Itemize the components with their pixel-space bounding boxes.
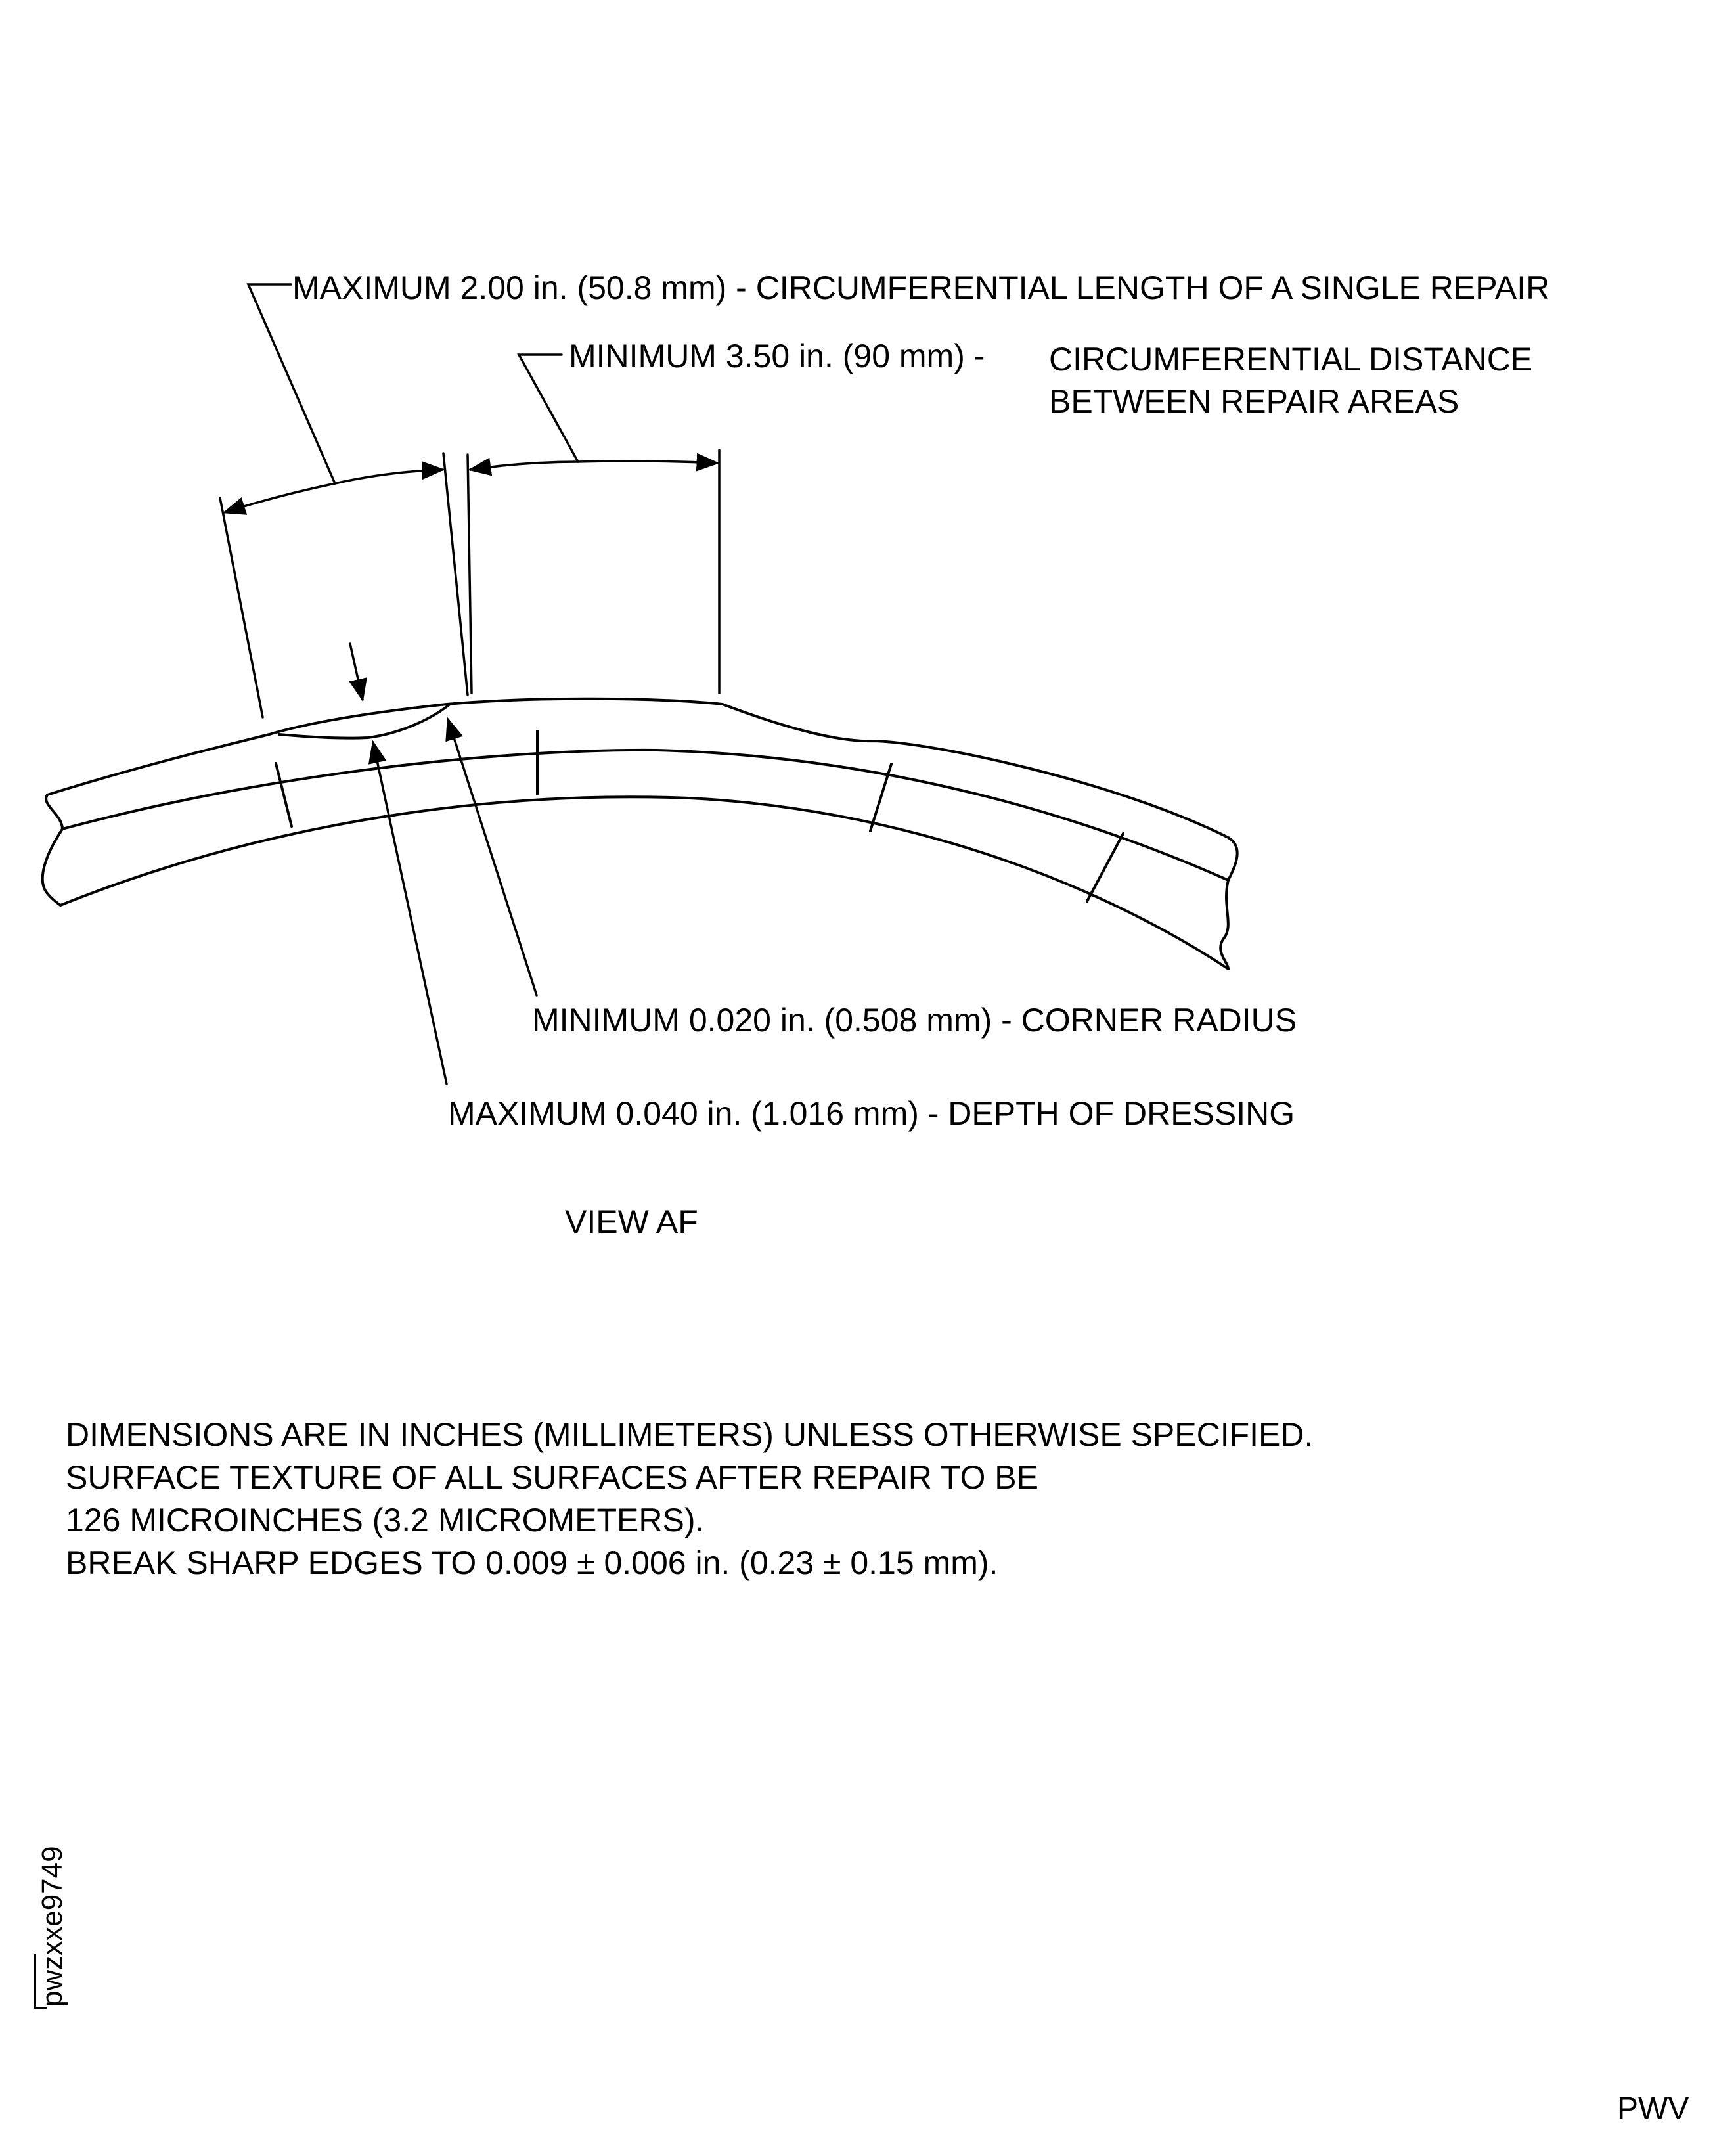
ring-outer-edge-left <box>47 734 269 795</box>
repair-contour <box>269 699 1228 838</box>
view-label: VIEW AF <box>565 1203 698 1240</box>
figure-id: pwzxxe9749 <box>36 1846 68 2007</box>
note-line: BREAK SHARP EDGES TO 0.009 ± 0.006 in. (0.23 ± 0.15 mm). <box>66 1544 998 1581</box>
dimension-arc-min-distance <box>470 462 578 470</box>
extension-line <box>443 453 468 695</box>
note-line: DIMENSIONS ARE IN INCHES (MILLIMETERS) UNLESS OTHERWISE SPECIFIED. <box>66 1416 1314 1453</box>
dressing-groove <box>279 704 450 738</box>
callout-min-distance-desc-2: BETWEEN REPAIR AREAS <box>1049 383 1459 420</box>
note-line: SURFACE TEXTURE OF ALL SURFACES AFTER REPAIR TO BE <box>66 1459 1038 1496</box>
ring-break-left <box>43 795 62 905</box>
note-line: 126 MICROINCHES (3.2 MICROMETERS). <box>66 1502 705 1538</box>
extension-line <box>468 455 472 693</box>
callout-corner-radius: MINIMUM 0.020 in. (0.508 mm) - CORNER RADIUS <box>532 1002 1297 1039</box>
dimension-arc-max-length <box>225 483 335 512</box>
segment-divider <box>276 763 292 826</box>
corner-code: PWV <box>1617 2092 1689 2126</box>
general-notes <box>66 1414 1313 1584</box>
ring-middle-line <box>62 750 1228 880</box>
segment-divider <box>1087 834 1123 901</box>
callout-min-distance-desc-1: CIRCUMFERENTIAL DISTANCE <box>1049 341 1533 378</box>
ring-inner-edge <box>60 797 1228 969</box>
leader-max-length <box>248 284 335 483</box>
extension-line <box>220 498 263 717</box>
leader-depth-top <box>350 644 363 700</box>
leader-corner-radius <box>448 719 537 995</box>
leader-depth <box>373 742 447 1084</box>
callout-depth: MAXIMUM 0.040 in. (1.016 mm) - DEPTH OF DRESSING <box>448 1095 1295 1132</box>
ring-break-right <box>1220 838 1237 969</box>
callout-max-length: MAXIMUM 2.00 in. (50.8 mm) - CIRCUMFERENTIAL LENGTH OF A SINGLE REPAIR <box>292 269 1550 306</box>
callout-min-distance: MINIMUM 3.50 in. (90 mm) - <box>569 338 985 374</box>
